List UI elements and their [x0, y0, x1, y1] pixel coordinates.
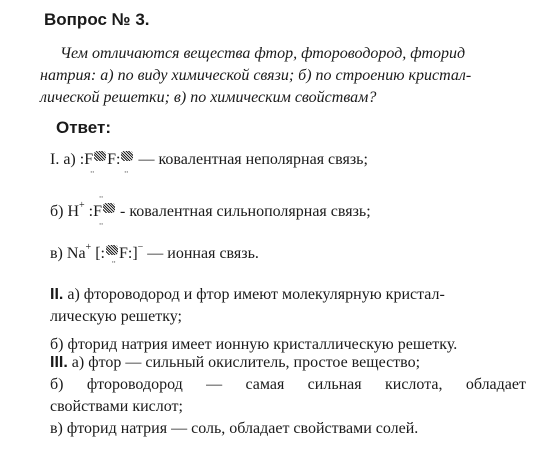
answer-1a-prefix: I. а)	[50, 151, 76, 168]
electron-pair-mark	[120, 150, 134, 162]
answer-1a-text: — ковалентная неполярная связь;	[138, 151, 368, 168]
electron-pair-mark	[105, 244, 119, 256]
answer-3-line-4: в) фторид натрия — соль, обладает свойствами солей.	[50, 420, 419, 437]
electron-pair-mark	[93, 150, 107, 162]
question-heading: Вопрос № 3.	[44, 10, 150, 29]
naf-formula	[95, 238, 144, 267]
electron-pair-mark	[102, 202, 116, 214]
answer-1b-prefix: б) H	[50, 203, 80, 220]
answer-1b-text: - ковалентная сильнополярная связь;	[120, 203, 371, 220]
charge-plus: +	[79, 200, 85, 211]
answer-2-line-2: лическую решетку;	[50, 308, 182, 325]
lone-pair-dots: ··	[123, 167, 128, 177]
answer-2-line-1-text: а) фтороводород и фтор имеют молекулярную кристал-	[67, 286, 445, 303]
part-number: II.	[50, 286, 64, 303]
answer-1c-prefix: в) Na	[50, 245, 86, 262]
question-text	[40, 43, 528, 109]
lone-pair-dots: ··	[98, 192, 103, 202]
naf-atom: F	[118, 245, 128, 262]
answer-3	[50, 352, 526, 440]
answer-1c	[50, 238, 259, 267]
question-line-2: натрия: а) по виду химической связи; б) по строению кристал-	[40, 67, 472, 84]
f2-right-atom: F:	[107, 151, 121, 168]
bracket-open: [:	[95, 245, 105, 262]
lone-pair-dots: ··	[111, 257, 116, 267]
question-line-3: лической решетки; в) по химическим свойствам?	[40, 89, 377, 106]
question-line-1: Чем отличаются вещества фтор, фтороводород, фторид	[60, 45, 466, 62]
charge-plus: +	[85, 242, 92, 253]
answer-3-line-1	[50, 352, 526, 374]
answer-1c-text: — ионная связь.	[147, 245, 259, 262]
hf-formula	[88, 192, 116, 229]
answer-1b	[50, 192, 371, 229]
answer-2-line-3: б) фторид натрия имеет ионную кристаллическую решетку.	[50, 336, 458, 353]
answer-3-line-3: свойствами кислот;	[50, 398, 183, 415]
answer-2-line-1	[50, 284, 526, 306]
charge-minus: −	[137, 242, 144, 253]
answer-label: Ответ:	[56, 118, 111, 137]
f2-left-atom: :F	[79, 151, 94, 168]
part-number: III.	[50, 354, 68, 371]
answer-1a	[50, 150, 368, 177]
answer-3-line-2: б) фтороводород — самая сильная кислота, обладает	[50, 376, 526, 393]
f2-formula	[79, 150, 135, 177]
answer-2	[50, 284, 526, 356]
lone-pair-dots: ··	[89, 167, 94, 177]
bracket-close: :]	[127, 245, 138, 262]
answer-3-line-1-text: а) фтор — сильный окислитель, простое вещество;	[71, 354, 421, 371]
lone-pair-dots: ··	[98, 219, 103, 229]
hf-atom: :F	[88, 203, 103, 220]
